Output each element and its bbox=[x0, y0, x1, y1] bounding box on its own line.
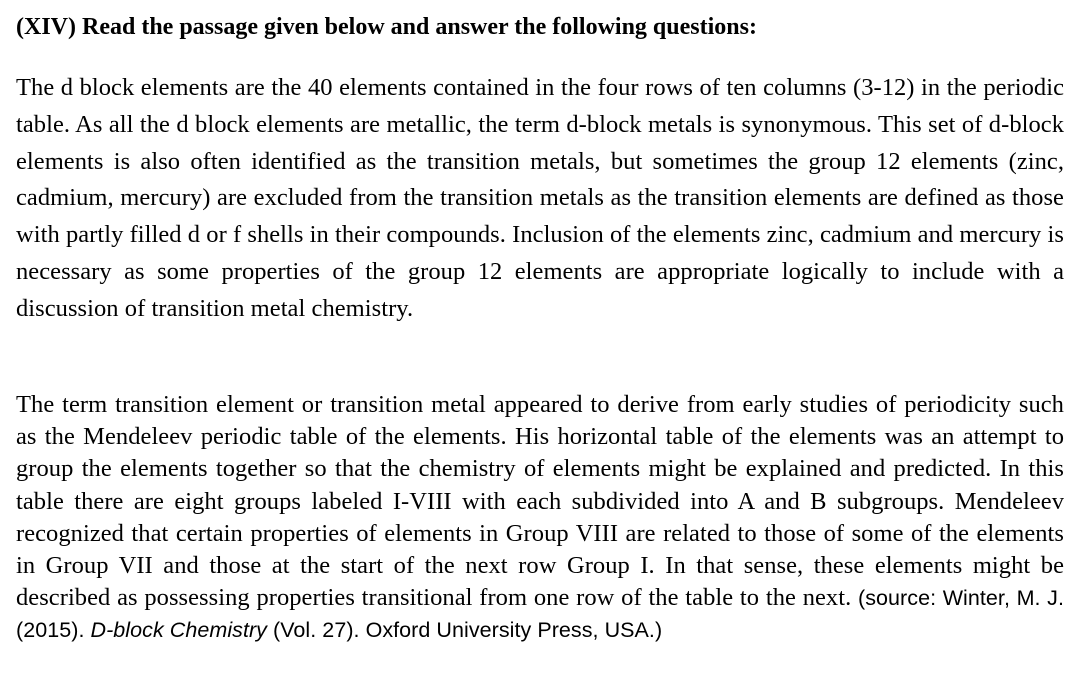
citation-prefix: (source: Winter, M. J. (2015). bbox=[16, 586, 1064, 643]
citation-suffix: (Vol. 27). Oxford University Press, USA.) bbox=[273, 618, 663, 643]
citation-book-title: D-block Chemistry bbox=[90, 618, 267, 643]
passage-paragraph-1: The d block elements are the 40 elements contained in the four rows of ten columns (3-12) in the periodic table. As all the d block elements are metallic, the term d-block metals is synonymous. This set of d-block elements is also often identified as the transition metals, but sometimes the group 12 elements (zinc, cadmium, mercury) are excluded from the transition metals as the transition elements are defined as those with partly filled d or f shells in their compounds. Inclusion of the elements zinc, cadmium and mercury is necessary as some properties of the group 12 elements are appropriate logically to include with a discussion of transition metal chemistry. bbox=[16, 74, 1064, 322]
question-heading: (XIV) Read the passage given below and answer the following questions: bbox=[16, 14, 757, 40]
paragraph-2-body: The term transition element or transition metal appeared to derive from early studies of periodicity such as the Mendeleev periodic table of the elements. His horizontal table of the elements was an attempt to group the elements together so that the chemistry of elements might be explained and predicted. In this table there are eight groups labeled I-VIII with each subdivided into A and B subgroups. Mendeleev recognized that certain properties of elements in Group VIII are related to those of some of the elements in Group VII and those at the start of the next row Group I. In that sense, these elements might be described as possessing properties transitional from one row of the table to the next. bbox=[16, 391, 1064, 612]
passage-paragraph-2 bbox=[16, 389, 1064, 647]
